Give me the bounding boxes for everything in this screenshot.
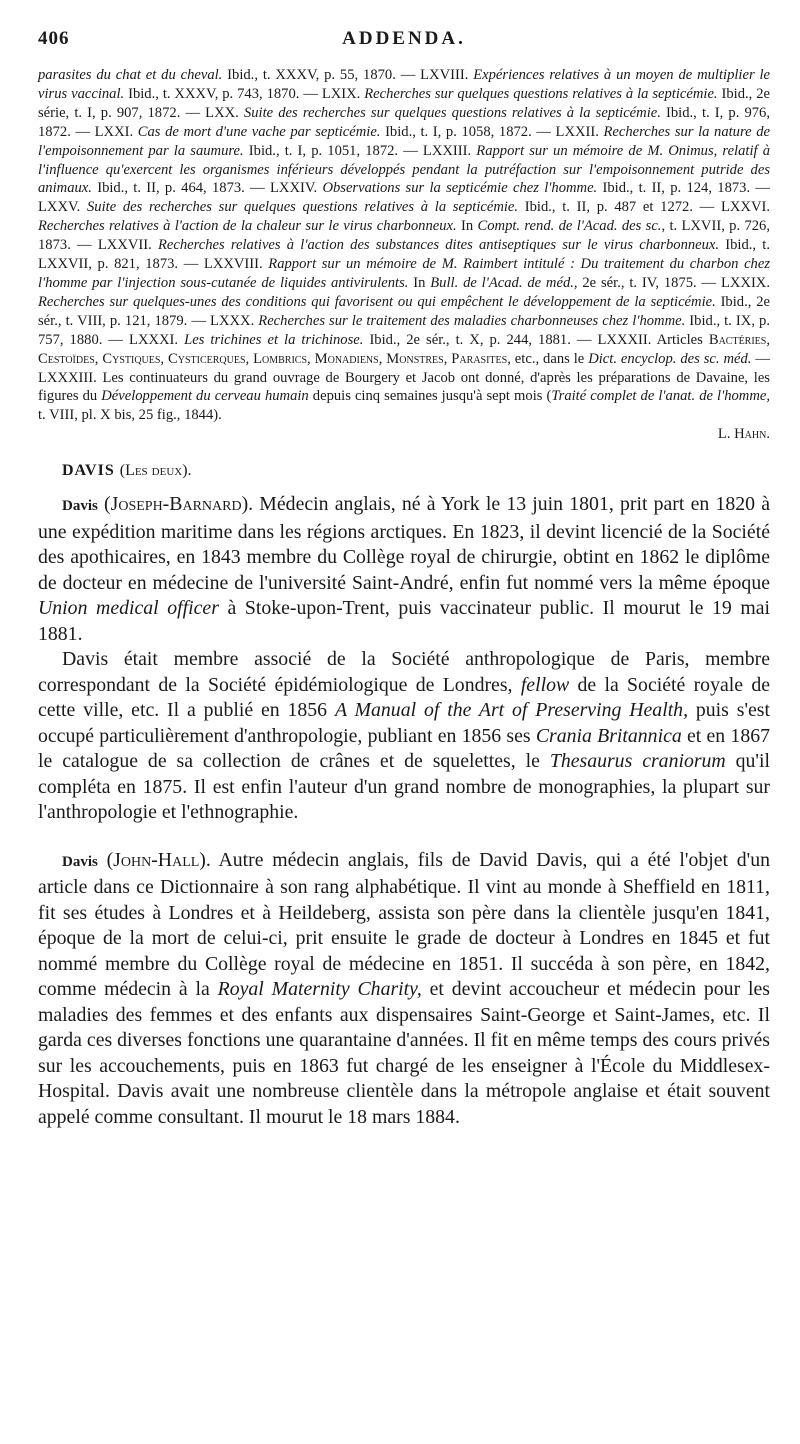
entry-paragraph [38, 647, 770, 826]
text-run: Ibid., 2e série, t. I, p. 907, 1872. — LXX. [38, 85, 770, 121]
entry-paragraph [38, 848, 770, 1131]
entry-davis-joseph [38, 492, 770, 826]
italic-text: Expériences relatives à un moyen de multiplier le virus vaccinal. [38, 67, 771, 102]
text-run: Ibid., t. I, p. 976, 1872. — LXXI. [38, 104, 771, 140]
italic-text: Suite des recherches sur quelques questions relatives à la septicémie. [243, 104, 661, 121]
italic-text: Cas de mort d'une vache par septicémie. [137, 123, 381, 140]
text-run: Ibid., 2e sér., t. X, p. 244, 1881. — LXXXII. Articles [363, 331, 709, 348]
text-run: Ibid., 2e sér., t. VIII, p. 121, 1879. — LXXX. [38, 293, 770, 329]
text-run: de la Société royale de cette ville, etc. Il a publié en 1856 [38, 673, 771, 722]
text-run: Davis était membre associé de la Société anthropologique de Paris, membre correspondant de la Société épidémiologique de Londres, [38, 648, 770, 696]
text-run: Ibid., t. IX, p. 757, 1880. — LXXXI. [38, 312, 770, 348]
italic-text: Bull. de l'Acad. de méd. [430, 274, 574, 291]
addenda-body [38, 67, 770, 423]
italic-text: Dict. encyclop. des sc. méd. [588, 350, 752, 367]
text-run: , 2e sér., t. IV, 1875. — LXXIX. [573, 274, 770, 291]
text-run: et devint accoucheur et médecin pour les maladies des femmes et des enfants aux dispensaires Saint-George et Saint-James, etc. Il garda ces diverses fonctions une quarantaine d'années. Il fit en même temps des cours privés sur les accouchements, puis en 1863 fut chargé de les enseigner à l'École du Middlesex-Hospital. Davis avait une nombreuse clientèle dans la métropole anglaise et était souvent appelé comme consultant. Il mourut le 18 mars 1884. [38, 978, 770, 1128]
italic-text: A Manual of the Art of Preserving Health, [334, 699, 689, 722]
headword: Davis [62, 498, 98, 515]
text-run: , etc., dans le [507, 350, 589, 367]
smallcaps-text: Bactéries, Cestoïdes, Cystiques, Cysticerques, Lombrics, Monadiens, Monstres, Parasites [38, 331, 771, 367]
text-run: et en 1867 le catalogue de sa collection de crânes et de squelettes, le [38, 724, 770, 773]
italic-text: Traité complet de l'anat. de l'homme, [551, 388, 770, 405]
italic-text: Royal Maternity Charity, [217, 978, 422, 1001]
text-run: Autre médecin anglais, fils de David Davis, qui a été l'objet d'un article dans ce Dictionnaire à son rang alphabétique. Il vint au monde à Sheffield en 1811, fit ses études à Londres et à Heildeberg, assista son père dans la clientèle jusqu'en 1841, époque de la mort de celui-ci, prit ensuite le grade de docteur à Londres en 1845 et fut nommé membre du Collège royal de médecine en 1851. Il succéda à son père, en 1842, comme médecin à la [38, 848, 770, 1001]
text-run: Ibid., t. XXXV, p. 55, 1870. — LXVIII. [222, 67, 474, 83]
italic-text: Recherches sur le traitement des maladies charbonneuses chez l'homme. [258, 312, 686, 329]
italic-text: Les trichines et la trichinose. [184, 331, 364, 348]
italic-text: Recherches sur quelques-unes des conditions qui favorisent ou qui empêchent le développement de la septicémie. [38, 293, 716, 310]
entry-davis-john [38, 848, 770, 1131]
italic-text: parasites du chat et du cheval. [38, 67, 223, 83]
running-title: ADDENDA. [342, 28, 466, 49]
paragraph-text [38, 849, 770, 1128]
headword: Davis [62, 853, 98, 870]
text-run: Ibid., t. II, p. 487 et 1272. — LXXVI. [518, 199, 770, 216]
text-run: In [408, 274, 431, 291]
italic-text: Thesaurus craniorum [549, 750, 726, 773]
author-signature: L. Hahn. [717, 426, 770, 443]
italic-text: Crania Britannica [535, 724, 682, 747]
italic-text: Recherches sur la nature de l'empoisonnement par la saumure. [38, 123, 770, 159]
page-header [38, 28, 770, 52]
text-run: Ibid., t. LXXVII, p. 821, 1873. — LXXVIII. [38, 237, 770, 273]
italic-text: fellow [520, 673, 570, 696]
italic-text: Union medical officer [38, 597, 219, 620]
text-run: Ibid., t. II, p. 464, 1873. — LXXIV. [91, 180, 323, 197]
addenda-bibliography [38, 66, 770, 444]
text-run: puis s'est occupé particulièrement d'anthropologie, publiant en 1856 ses [38, 699, 770, 747]
page-number: 406 [38, 28, 70, 49]
text-run: depuis cinq semaines jusqu'à sept mois ( [308, 388, 552, 405]
italic-text: Observations sur la septicémie chez l'homme. [322, 180, 598, 197]
text-run: à Stoke-upon-Trent, puis vaccinateur public. Il mourut le 19 mai 1881. [38, 597, 770, 645]
text-run: Médecin anglais, né à York le 13 juin 1801, prit part en 1820 à une expédition maritime dans les régions arctiques. En 1823, il devint licencié de la Société des apothicaires, en 1843 membre du Collège royal de chirurgie, obtint en 1862 le diplôme de docteur en médecine de l'université Saint-André, enfin fut nommé vers la même époque [38, 493, 770, 594]
italic-text: Recherches sur quelques questions relatives à la septicémie. [364, 85, 718, 102]
italic-text: Recherches relatives à l'action des substances dites antiseptiques sur le virus charbonneux. [157, 237, 720, 254]
text-run: Ibid., t. I, p. 1058, 1872. — LXXII. [380, 123, 604, 140]
text-run: Ibid., t. XXXV, p. 743, 1870. — LXIX. [124, 85, 365, 102]
entry-title [62, 462, 770, 480]
text-run: t. VIII, pl. X bis, 25 fig., 1844). [38, 407, 222, 424]
text-run: qu'il compléta en 1875. Il est enfin l'auteur d'un grand nombre de monographies, la plupart sur l'anthropologie et l'ethnographie. [38, 750, 770, 824]
text-run: Ibid., t. II, p. 124, 1873. — LXXV. [38, 180, 770, 216]
paragraph-text [38, 493, 770, 645]
italic-text: Développement du cerveau humain [101, 388, 309, 405]
italic-text: Compt. rend. de l'Acad. des sc. [477, 218, 662, 235]
italic-text: Rapport sur un mémoire de M. Raimbert intitulé : Du traitement du charbon chez l'homme par l'injection sous-cutanée de liquides antivirulents. [38, 256, 770, 291]
entry-title-qualifier: (Les deux). [119, 462, 192, 480]
text-run: , t. LXVII, p. 726, 1873. — LXXVII. [38, 218, 770, 254]
text-run: — LXXXIII. Les continuateurs du grand ouvrage de Bourgery et Jacob ont donné, d'après les préparations de Davaine, les figures du [38, 350, 770, 405]
italic-text: Suite des recherches sur quelques questions relatives à la septicémie. [87, 199, 519, 216]
paragraph-text [38, 648, 770, 823]
page [38, 28, 770, 1130]
forename: (Joseph-Barnard). [104, 493, 254, 516]
text-run: In [456, 218, 478, 235]
forename: (John-Hall). [106, 848, 211, 871]
italic-text: Recherches relatives à l'action de la chaleur sur le virus charbonneux. [38, 218, 457, 235]
text-run: Ibid., t. I, p. 1051, 1872. — LXXIII. [243, 142, 477, 159]
entry-paragraph [38, 492, 770, 647]
italic-text: Rapport sur un mémoire de M. Onimus, relatif à l'influence qu'exercent les organismes inférieurs développés pendant la putréfaction sur l'empoisonnement putride des animaux. [38, 142, 770, 197]
entry-title-name: DAVIS [62, 462, 115, 480]
